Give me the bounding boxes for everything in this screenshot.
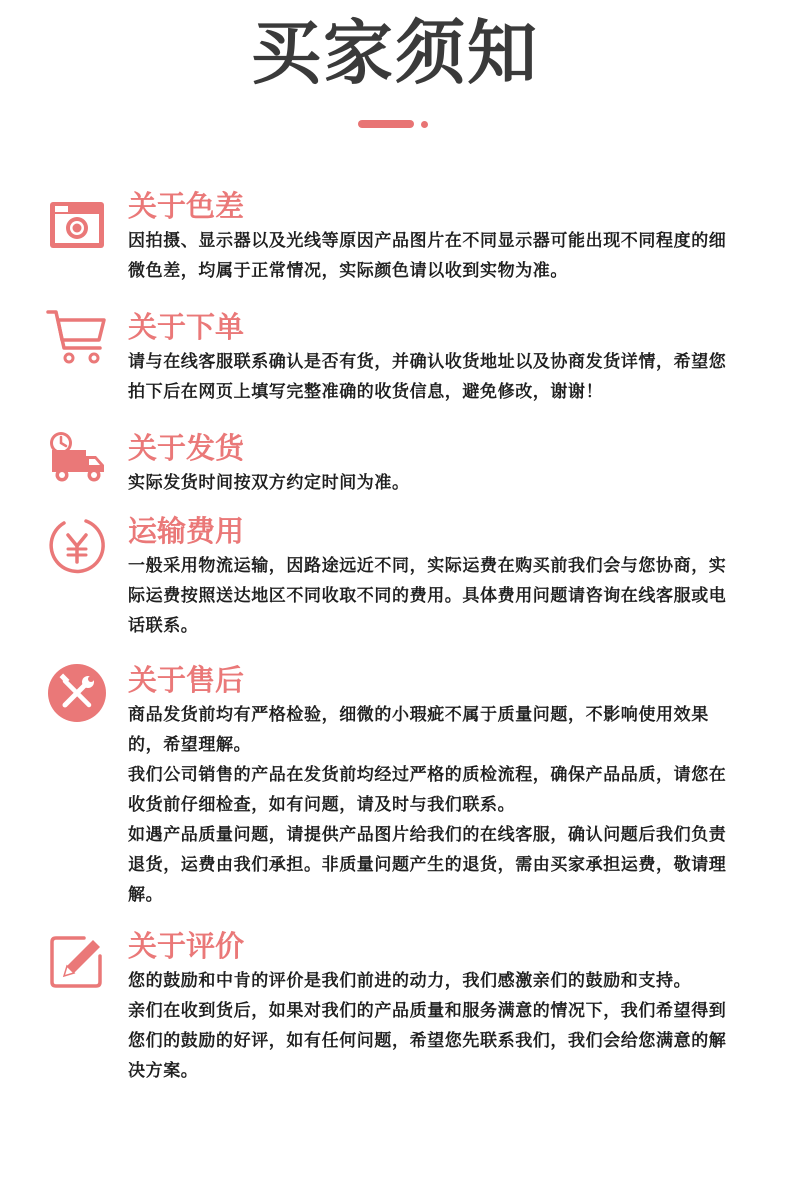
section-paragraph: 我们公司销售的产品在发货前均经过严格的质检流程，确保产品品质，请您在收货前仔细检查，如有问题，请及时与我们联系。	[128, 765, 727, 815]
section-paragraph: 商品发货前均有严格检验，细微的小瑕疵不属于质量问题，不影响使用效果的，希望理解。	[128, 705, 709, 755]
section-body	[128, 966, 734, 1086]
section-paragraph: 您的鼓励和中肯的评价是我们前进的动力，我们感激亲们的鼓励和支持。	[128, 971, 692, 991]
section-title: 关于色差	[128, 189, 245, 223]
section-title: 运输费用	[128, 514, 245, 548]
section-body	[128, 551, 734, 641]
yen-coin-icon	[46, 515, 108, 577]
section-title: 关于售后	[128, 663, 245, 697]
section-paragraph: 如遇产品质量问题，请提供产品图片给我们的在线客服，确认问题后我们负责退货，运费由我们承担。非质量问题产生的退货，需由买家承担运费，敬请理解。	[128, 825, 727, 905]
page-title: 买家须知	[251, 12, 539, 94]
divider-dash	[358, 120, 414, 128]
section-title: 关于评价	[128, 929, 245, 963]
section-paragraph: 一般采用物流运输，因路途远近不同，实际运费在购买前我们会与您协商，实际运费按照送达地区不同收取不同的费用。具体费用问题请咨询在线客服或电话联系。	[128, 556, 727, 636]
section-body	[128, 700, 734, 910]
edit-pencil-icon	[46, 930, 108, 992]
section-body	[128, 468, 734, 498]
section-title: 关于下单	[128, 310, 245, 344]
section-body	[128, 347, 734, 407]
shopping-cart-icon	[46, 306, 108, 368]
camera-icon	[46, 194, 108, 256]
section-paragraph: 实际发货时间按双方约定时间为准。	[128, 473, 410, 493]
section-paragraph: 亲们在收到货后，如果对我们的产品质量和服务满意的情况下，我们希望得到您们的鼓励的好评，如有任何问题，希望您先联系我们，我们会给您满意的解决方案。	[128, 1001, 727, 1081]
tools-icon	[46, 662, 108, 724]
title-divider	[358, 119, 430, 129]
section-paragraph: 请与在线客服联系确认是否有货，并确认收货地址以及协商发货详情，希望您拍下后在网页上填写完整准确的收货信息，避免修改，谢谢！	[128, 352, 727, 402]
delivery-truck-icon	[46, 428, 108, 490]
section-paragraph: 因拍摄、显示器以及光线等原因产品图片在不同显示器可能出现不同程度的细微色差，均属于正常情况，实际颜色请以收到实物为准。	[128, 231, 727, 281]
section-title: 关于发货	[128, 431, 245, 465]
divider-dot	[421, 121, 428, 128]
section-body	[128, 226, 734, 286]
